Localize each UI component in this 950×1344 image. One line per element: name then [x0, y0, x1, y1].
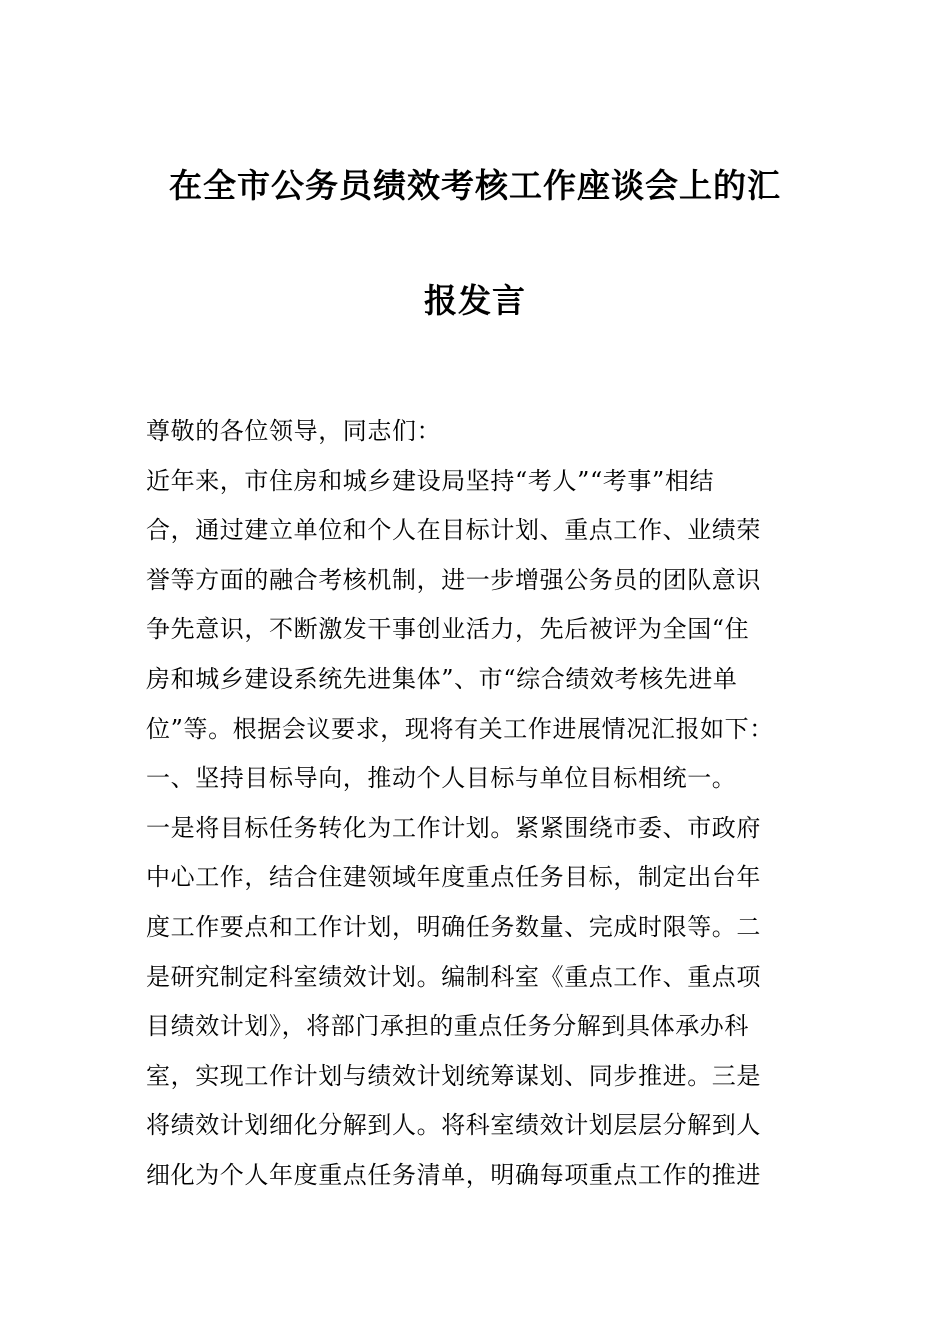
section-heading: 一、坚持目标导向，推动个人目标与单位目标相统一。 [146, 764, 737, 793]
paragraph-line: 一是将目标任务转化为工作计划。紧紧围绕市委、市政府 [146, 813, 761, 842]
document-title-line-1: 在全市公务员绩效考核工作座谈会上的汇 [169, 166, 781, 205]
paragraph-line: 室，实现工作计划与绩效计划统筹谋划、同步推进。三是 [146, 1061, 761, 1090]
paragraph-line: 中心工作，结合住建领域年度重点任务目标，制定出台年 [146, 863, 761, 892]
salutation: 尊敬的各位领导，同志们： [146, 417, 442, 445]
paragraph-line: 争先意识，不断激发干事创业活力，先后被评为全国“住 [146, 615, 750, 644]
paragraph-line: 是研究制定科室绩效计划。编制科室《重点工作、重点项 [146, 962, 761, 991]
paragraph-line: 合，通过建立单位和个人在目标计划、重点工作、业绩荣 [146, 516, 761, 545]
paragraph-line: 目绩效计划》，将部门承担的重点任务分解到具体承办科 [146, 1012, 749, 1041]
paragraph-line: 近年来，市住房和城乡建设局坚持“考人”“考事”相结 [146, 466, 715, 495]
document-body [146, 407, 816, 1201]
paragraph-line: 细化为个人年度重点任务清单，明确每项重点工作的推进 [146, 1160, 761, 1189]
paragraph-line: 房和城乡建设系统先进集体”、市“综合绩效考核先进单 [146, 664, 738, 693]
paragraph-line: 度工作要点和工作计划，明确任务数量、完成时限等。二 [146, 912, 761, 941]
document-title-line-2: 报发言 [424, 281, 526, 320]
paragraph-line: 誉等方面的融合考核机制，进一步增强公务员的团队意识 [146, 565, 761, 594]
paragraph-line: 位”等。根据会议要求，现将有关工作进展情况汇报如下： [146, 714, 774, 743]
paragraph-line: 将绩效计划细化分解到人。将科室绩效计划层层分解到人 [146, 1111, 761, 1140]
